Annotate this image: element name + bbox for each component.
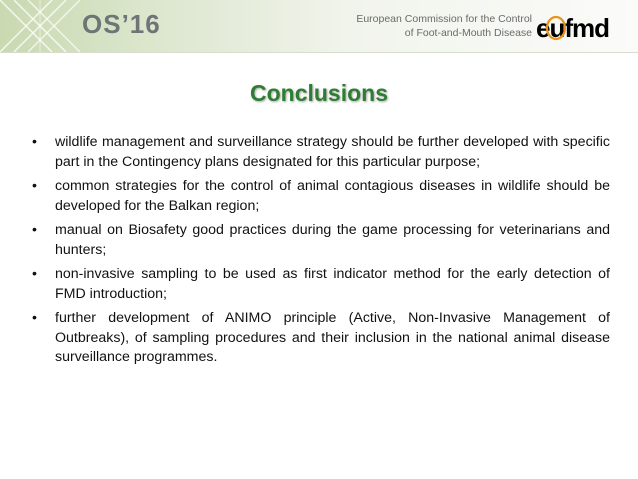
eufmd-logo xyxy=(536,14,620,42)
bullet-icon: • xyxy=(32,178,37,194)
commission-name xyxy=(356,12,532,40)
list-item xyxy=(32,221,610,260)
slide-title: Conclusions xyxy=(249,80,388,106)
header-divider xyxy=(0,52,638,53)
decorative-cross-pattern-icon xyxy=(0,0,80,52)
list-item xyxy=(32,177,610,216)
list-item-text: manual on Biosafety good practices during the game processing for veterinarians and hunters; xyxy=(55,222,610,258)
bullet-icon: • xyxy=(32,222,37,238)
slide-header xyxy=(0,0,638,52)
commission-line-2: of Foot-and-Mouth Disease xyxy=(404,27,532,39)
list-item xyxy=(32,309,610,368)
bullet-icon: • xyxy=(32,134,37,150)
event-title: OS’16 xyxy=(82,9,161,39)
list-item-text: non-invasive sampling to be used as first indicator method for the early detection of FMD introduction; xyxy=(55,266,610,302)
list-item xyxy=(32,133,610,172)
list-item-text: common strategies for the control of animal contagious diseases in wildlife should be developed for the Balkan region; xyxy=(55,178,610,214)
eufmd-logo-text: eufmd xyxy=(536,14,609,42)
list-item xyxy=(32,265,610,304)
list-item-text: wildlife management and surveillance strategy should be further developed with specific part in the Contingency plans designated for this particular purpose; xyxy=(55,134,610,170)
commission-line-1: European Commission for the Control xyxy=(356,13,532,25)
list-item-text: further development of ANIMO principle (Active, Non-Invasive Management of Outbreaks), of sampling procedures and their inclusion in the national animal disease surveillance programmes. xyxy=(55,310,610,365)
bullet-icon: • xyxy=(32,310,37,326)
bullet-icon: • xyxy=(32,266,37,282)
conclusions-list xyxy=(32,133,610,373)
